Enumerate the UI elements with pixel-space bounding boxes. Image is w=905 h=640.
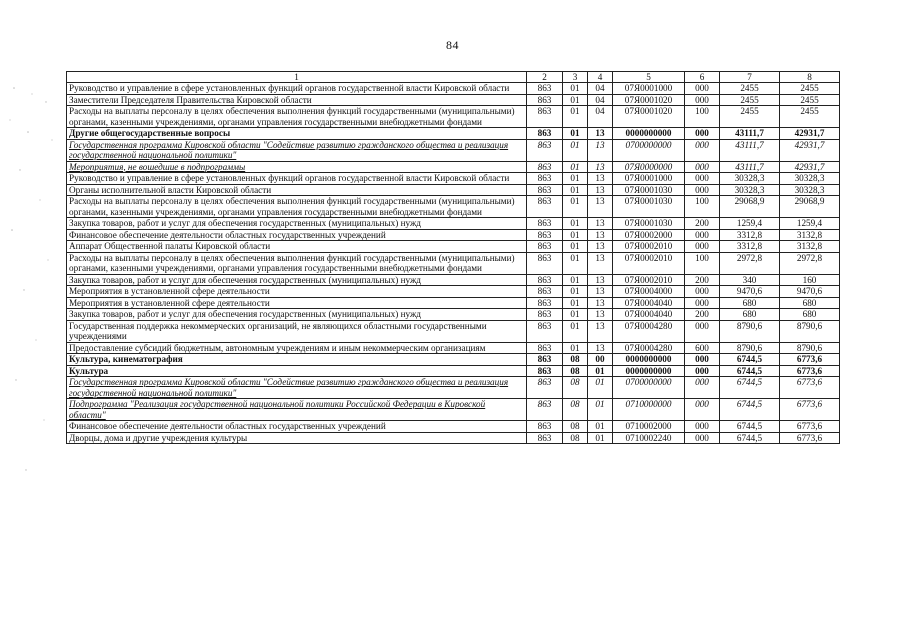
csr-code-cell: 07Я0004000: [613, 286, 685, 298]
sum-year1-cell: 680: [720, 309, 780, 321]
csr-code-cell: 07Я0002010: [613, 274, 685, 286]
rz-code-cell: 08: [563, 399, 588, 421]
vr-code-cell: 000: [685, 286, 720, 298]
vr-code-cell: 100: [685, 196, 720, 218]
pr-code-cell: 13: [588, 320, 613, 342]
sum-year2-cell: 680: [780, 297, 840, 309]
gr-code-cell: 863: [527, 196, 563, 218]
sum-year2-cell: 42931,7: [780, 161, 840, 173]
rz-code-cell: 01: [563, 229, 588, 241]
column-header: 4: [588, 72, 613, 83]
sum-year1-cell: 3312,8: [720, 241, 780, 253]
rz-code-cell: 01: [563, 128, 588, 140]
gr-code-cell: 863: [527, 94, 563, 106]
sum-year2-cell: 160: [780, 274, 840, 286]
csr-code-cell: 0710002240: [613, 432, 685, 444]
sum-year2-cell: 8790,6: [780, 320, 840, 342]
csr-code-cell: 0700000000: [613, 139, 685, 161]
row-name-cell: Предоставление субсидий бюджетным, автономным учреждениям и иным некоммерческим организациям: [67, 342, 527, 354]
vr-code-cell: 000: [685, 128, 720, 140]
pr-code-cell: 01: [588, 421, 613, 433]
table-row: [67, 184, 840, 196]
rz-code-cell: 01: [563, 173, 588, 185]
column-header: 1: [67, 72, 527, 83]
sum-year1-cell: 2972,8: [720, 252, 780, 274]
rz-code-cell: 08: [563, 377, 588, 399]
gr-code-cell: 863: [527, 229, 563, 241]
sum-year1-cell: 43111,7: [720, 128, 780, 140]
sum-year1-cell: 29068,9: [720, 196, 780, 218]
rz-code-cell: 01: [563, 286, 588, 298]
vr-code-cell: 000: [685, 297, 720, 309]
sum-year2-cell: 42931,7: [780, 139, 840, 161]
sum-year1-cell: 43111,7: [720, 161, 780, 173]
row-name-cell: Государственная поддержка некоммерческих организаций, не являющихся областными государственными учреждениями: [67, 320, 527, 342]
csr-code-cell: 07Я0002000: [613, 229, 685, 241]
pr-code-cell: 13: [588, 161, 613, 173]
rz-code-cell: 01: [563, 309, 588, 321]
pr-code-cell: 04: [588, 106, 613, 128]
row-name-cell: Государственная программа Кировской области "Содействие развитию гражданского общества и реализация государственной национальной политики": [67, 377, 527, 399]
rz-code-cell: 08: [563, 432, 588, 444]
table-row: [67, 196, 840, 218]
pr-code-cell: 13: [588, 286, 613, 298]
row-name-cell: Финансовое обеспечение деятельности областных государственных учреждений: [67, 421, 527, 433]
row-name-cell: Мероприятия в установленной сфере деятельности: [67, 297, 527, 309]
sum-year2-cell: 3132,8: [780, 241, 840, 253]
column-header: 7: [720, 72, 780, 83]
gr-code-cell: 863: [527, 365, 563, 377]
csr-code-cell: 07Я0001030: [613, 196, 685, 218]
row-name-cell: Расходы на выплаты персоналу в целях обеспечения выполнения функций государственными (муниципальными) органами, казенными учреждениями, органами управления государственными внебюджетными фондами: [67, 106, 527, 128]
sum-year2-cell: 2455: [780, 83, 840, 95]
sum-year1-cell: 6744,5: [720, 377, 780, 399]
rz-code-cell: 01: [563, 184, 588, 196]
column-header: 3: [563, 72, 588, 83]
gr-code-cell: 863: [527, 139, 563, 161]
csr-code-cell: 07Я0001000: [613, 83, 685, 95]
rz-code-cell: 08: [563, 354, 588, 366]
row-name-cell: Дворцы, дома и другие учреждения культуры: [67, 432, 527, 444]
table-row: [67, 432, 840, 444]
vr-code-cell: 000: [685, 365, 720, 377]
csr-code-cell: 07Я0001030: [613, 184, 685, 196]
csr-code-cell: 0000000000: [613, 128, 685, 140]
rz-code-cell: 01: [563, 83, 588, 95]
table-row: [67, 297, 840, 309]
table-row: [67, 399, 840, 421]
gr-code-cell: 863: [527, 106, 563, 128]
csr-code-cell: 07Я0002010: [613, 252, 685, 274]
sum-year2-cell: 30328,3: [780, 184, 840, 196]
gr-code-cell: 863: [527, 274, 563, 286]
row-name-cell: Руководство и управление в сфере установленных функций органов государственной власти Кировской области: [67, 83, 527, 95]
rz-code-cell: 01: [563, 297, 588, 309]
gr-code-cell: 863: [527, 342, 563, 354]
vr-code-cell: 000: [685, 161, 720, 173]
pr-code-cell: 01: [588, 432, 613, 444]
sum-year2-cell: 2972,8: [780, 252, 840, 274]
pr-code-cell: 00: [588, 354, 613, 366]
sum-year2-cell: 6773,6: [780, 354, 840, 366]
gr-code-cell: 863: [527, 421, 563, 433]
pr-code-cell: 13: [588, 196, 613, 218]
sum-year2-cell: 42931,7: [780, 128, 840, 140]
gr-code-cell: 863: [527, 399, 563, 421]
sum-year1-cell: 1259,4: [720, 218, 780, 230]
pr-code-cell: 01: [588, 399, 613, 421]
row-name-cell: Другие общегосударственные вопросы: [67, 128, 527, 140]
csr-code-cell: 07Я0002010: [613, 241, 685, 253]
sum-year2-cell: 6773,6: [780, 432, 840, 444]
sum-year1-cell: 2455: [720, 83, 780, 95]
gr-code-cell: 863: [527, 173, 563, 185]
csr-code-cell: 07Я0000000: [613, 161, 685, 173]
sum-year1-cell: 8790,6: [720, 320, 780, 342]
sum-year1-cell: 6744,5: [720, 399, 780, 421]
budget-table: [66, 71, 840, 444]
table-row: [67, 342, 840, 354]
rz-code-cell: 01: [563, 94, 588, 106]
rz-code-cell: 01: [563, 218, 588, 230]
rz-code-cell: 01: [563, 161, 588, 173]
rz-code-cell: 01: [563, 252, 588, 274]
sum-year1-cell: 6744,5: [720, 365, 780, 377]
pr-code-cell: 13: [588, 184, 613, 196]
gr-code-cell: 863: [527, 218, 563, 230]
table-row: [67, 139, 840, 161]
column-header: 6: [685, 72, 720, 83]
csr-code-cell: 0700000000: [613, 377, 685, 399]
vr-code-cell: 000: [685, 354, 720, 366]
pr-code-cell: 13: [588, 274, 613, 286]
rz-code-cell: 01: [563, 320, 588, 342]
gr-code-cell: 863: [527, 320, 563, 342]
pr-code-cell: 04: [588, 83, 613, 95]
row-name-cell: Мероприятия, не вошедшие в подпрограммы: [67, 161, 527, 173]
rz-code-cell: 01: [563, 196, 588, 218]
row-name-cell: Закупка товаров, работ и услуг для обеспечения государственных (муниципальных) нужд: [67, 309, 527, 321]
table-row: [67, 106, 840, 128]
table-row: [67, 218, 840, 230]
sum-year1-cell: 9470,6: [720, 286, 780, 298]
rz-code-cell: 01: [563, 274, 588, 286]
pr-code-cell: 13: [588, 139, 613, 161]
pr-code-cell: 13: [588, 297, 613, 309]
sum-year1-cell: 30328,3: [720, 173, 780, 185]
row-name-cell: Финансовое обеспечение деятельности областных государственных учреждений: [67, 229, 527, 241]
table-row: [67, 320, 840, 342]
pr-code-cell: 01: [588, 365, 613, 377]
row-name-cell: Закупка товаров, работ и услуг для обеспечения государственных (муниципальных) нужд: [67, 274, 527, 286]
table-row: [67, 94, 840, 106]
vr-code-cell: 600: [685, 342, 720, 354]
row-name-cell: Культура: [67, 365, 527, 377]
gr-code-cell: 863: [527, 252, 563, 274]
vr-code-cell: 200: [685, 309, 720, 321]
sum-year1-cell: 6744,5: [720, 432, 780, 444]
table-row: [67, 286, 840, 298]
pr-code-cell: 13: [588, 173, 613, 185]
gr-code-cell: 863: [527, 83, 563, 95]
vr-code-cell: 100: [685, 106, 720, 128]
sum-year1-cell: 8790,6: [720, 342, 780, 354]
row-name-cell: Руководство и управление в сфере установленных функций органов государственной власти Кировской области: [67, 173, 527, 185]
gr-code-cell: 863: [527, 128, 563, 140]
sum-year2-cell: 2455: [780, 94, 840, 106]
row-name-cell: Расходы на выплаты персоналу в целях обеспечения выполнения функций государственными (муниципальными) органами, казенными учреждениями, органами управления государственными внебюджетными фондами: [67, 196, 527, 218]
rz-code-cell: 01: [563, 342, 588, 354]
row-name-cell: Заместители Председателя Правительства Кировской области: [67, 94, 527, 106]
vr-code-cell: 200: [685, 218, 720, 230]
sum-year1-cell: 680: [720, 297, 780, 309]
sum-year1-cell: 3312,8: [720, 229, 780, 241]
table-row: [67, 241, 840, 253]
vr-code-cell: 000: [685, 320, 720, 342]
sum-year2-cell: 29068,9: [780, 196, 840, 218]
sum-year1-cell: 43111,7: [720, 139, 780, 161]
sum-year1-cell: 340: [720, 274, 780, 286]
csr-code-cell: 0710000000: [613, 399, 685, 421]
sum-year2-cell: 6773,6: [780, 399, 840, 421]
pr-code-cell: 13: [588, 252, 613, 274]
csr-code-cell: 07Я0001000: [613, 173, 685, 185]
table-row: [67, 309, 840, 321]
pr-code-cell: 13: [588, 218, 613, 230]
scan-noise: [2, 80, 60, 500]
row-name-cell: Государственная программа Кировской области "Содействие развитию гражданского общества и реализация государственной национальной политики": [67, 139, 527, 161]
table-header-row: [67, 72, 840, 83]
table-row: [67, 173, 840, 185]
csr-code-cell: 07Я0001020: [613, 106, 685, 128]
sum-year2-cell: 1259,4: [780, 218, 840, 230]
table-row: [67, 365, 840, 377]
vr-code-cell: 100: [685, 252, 720, 274]
row-name-cell: Мероприятия в установленной сфере деятельности: [67, 286, 527, 298]
sum-year2-cell: 8790,6: [780, 342, 840, 354]
table-row: [67, 161, 840, 173]
rz-code-cell: 08: [563, 365, 588, 377]
rz-code-cell: 01: [563, 139, 588, 161]
gr-code-cell: 863: [527, 286, 563, 298]
page-number: 84: [446, 38, 459, 52]
gr-code-cell: 863: [527, 297, 563, 309]
pr-code-cell: 13: [588, 241, 613, 253]
pr-code-cell: 13: [588, 128, 613, 140]
vr-code-cell: 000: [685, 173, 720, 185]
table-row: [67, 229, 840, 241]
sum-year2-cell: 6773,6: [780, 377, 840, 399]
pr-code-cell: 13: [588, 342, 613, 354]
csr-code-cell: 07Я0004040: [613, 297, 685, 309]
gr-code-cell: 863: [527, 309, 563, 321]
sum-year2-cell: 6773,6: [780, 421, 840, 433]
sum-year2-cell: 680: [780, 309, 840, 321]
column-header: 5: [613, 72, 685, 83]
sum-year2-cell: 6773,6: [780, 365, 840, 377]
pr-code-cell: 13: [588, 229, 613, 241]
csr-code-cell: 07Я0001020: [613, 94, 685, 106]
sum-year2-cell: 2455: [780, 106, 840, 128]
vr-code-cell: 000: [685, 241, 720, 253]
vr-code-cell: 000: [685, 421, 720, 433]
table-row: [67, 354, 840, 366]
table-row: [67, 83, 840, 95]
csr-code-cell: 07Я0004040: [613, 309, 685, 321]
gr-code-cell: 863: [527, 354, 563, 366]
vr-code-cell: 000: [685, 83, 720, 95]
vr-code-cell: 200: [685, 274, 720, 286]
row-name-cell: Расходы на выплаты персоналу в целях обеспечения выполнения функций государственными (муниципальными) органами, казенными учреждениями, органами управления государственными внебюджетными фондами: [67, 252, 527, 274]
csr-code-cell: 0710002000: [613, 421, 685, 433]
table-row: [67, 377, 840, 399]
pr-code-cell: 01: [588, 377, 613, 399]
row-name-cell: Органы исполнительной власти Кировской области: [67, 184, 527, 196]
gr-code-cell: 863: [527, 184, 563, 196]
rz-code-cell: 01: [563, 241, 588, 253]
sum-year1-cell: 2455: [720, 94, 780, 106]
sum-year2-cell: 9470,6: [780, 286, 840, 298]
gr-code-cell: 863: [527, 377, 563, 399]
sum-year2-cell: 30328,3: [780, 173, 840, 185]
column-header: 2: [527, 72, 563, 83]
sum-year1-cell: 2455: [720, 106, 780, 128]
sum-year1-cell: 6744,5: [720, 421, 780, 433]
row-name-cell: Закупка товаров, работ и услуг для обеспечения государственных (муниципальных) нужд: [67, 218, 527, 230]
csr-code-cell: 0000000000: [613, 354, 685, 366]
sum-year1-cell: 30328,3: [720, 184, 780, 196]
row-name-cell: Подпрограмма "Реализация государственной национальной политики Российской Федерации в Кировской области": [67, 399, 527, 421]
vr-code-cell: 000: [685, 399, 720, 421]
csr-code-cell: 07Я0001030: [613, 218, 685, 230]
vr-code-cell: 000: [685, 377, 720, 399]
row-name-cell: Аппарат Общественной палаты Кировской области: [67, 241, 527, 253]
vr-code-cell: 000: [685, 94, 720, 106]
vr-code-cell: 000: [685, 229, 720, 241]
table-row: [67, 128, 840, 140]
pr-code-cell: 04: [588, 94, 613, 106]
vr-code-cell: 000: [685, 432, 720, 444]
gr-code-cell: 863: [527, 241, 563, 253]
rz-code-cell: 08: [563, 421, 588, 433]
sum-year1-cell: 6744,5: [720, 354, 780, 366]
table-row: [67, 421, 840, 433]
column-header: 8: [780, 72, 840, 83]
pr-code-cell: 13: [588, 309, 613, 321]
csr-code-cell: 0000000000: [613, 365, 685, 377]
sum-year2-cell: 3132,8: [780, 229, 840, 241]
table-row: [67, 252, 840, 274]
table-row: [67, 274, 840, 286]
rz-code-cell: 01: [563, 106, 588, 128]
csr-code-cell: 07Я0004280: [613, 342, 685, 354]
vr-code-cell: 000: [685, 139, 720, 161]
csr-code-cell: 07Я0004280: [613, 320, 685, 342]
gr-code-cell: 863: [527, 161, 563, 173]
vr-code-cell: 000: [685, 184, 720, 196]
gr-code-cell: 863: [527, 432, 563, 444]
row-name-cell: Культура, кинематография: [67, 354, 527, 366]
